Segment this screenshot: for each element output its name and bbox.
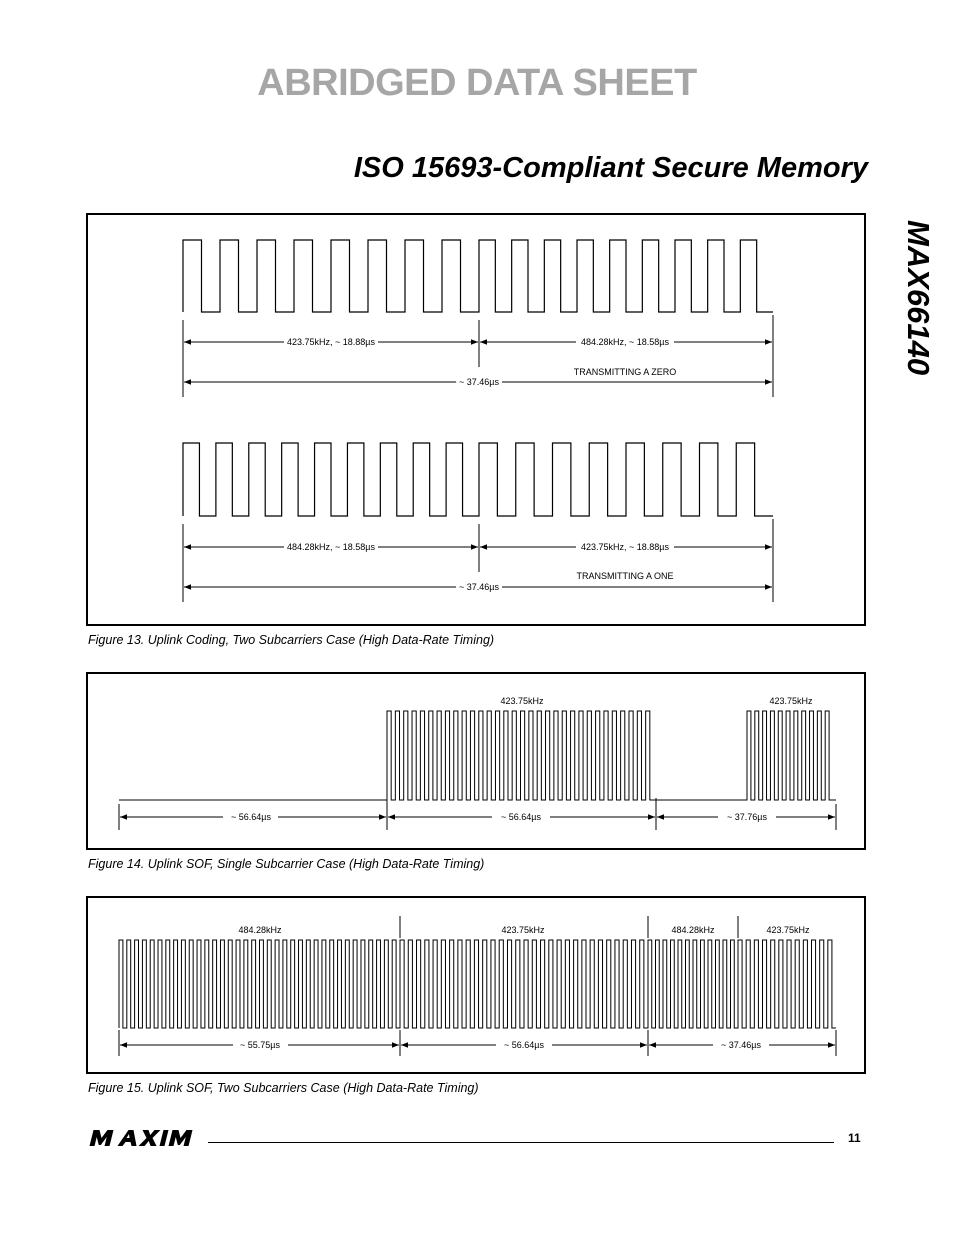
zero-seg1-label: 423.75kHz, ~ 18.88µs xyxy=(287,337,375,347)
zero-state-label: TRANSMITTING A ZERO xyxy=(573,367,677,377)
fig15-freq3-label: 484.28kHz xyxy=(671,925,715,935)
figure-14-diagram xyxy=(88,674,868,852)
waveform-two-subcarriers-sof xyxy=(119,940,836,1028)
page-number: 11 xyxy=(848,1131,861,1145)
fig14-dim2-label: ~ 56.64µs xyxy=(501,812,541,822)
fig15-dim2-label: ~ 56.64µs xyxy=(504,1040,544,1050)
fig15-freq1-label: 484.28kHz xyxy=(238,925,282,935)
figure-14-box xyxy=(86,672,866,850)
figure-13-caption: Figure 13. Uplink Coding, Two Subcarriers Case (High Data-Rate Timing) xyxy=(88,633,495,647)
part-number-text: MAX66140 xyxy=(901,220,936,376)
figure-13-diagram xyxy=(88,215,868,628)
page-title: ISO 15693-Compliant Secure Memory xyxy=(353,152,868,184)
one-total-label: ~ 37.46µs xyxy=(459,582,499,592)
fig15-dim3-label: ~ 37.46µs xyxy=(721,1040,761,1050)
figure-15-diagram xyxy=(88,898,868,1076)
fig14-dim3-label: ~ 37.76µs xyxy=(727,812,767,822)
maxim-logo xyxy=(88,1128,200,1148)
fig14-freq1-label: 423.75kHz xyxy=(500,696,544,706)
fig15-freq2-label: 423.75kHz xyxy=(501,925,545,935)
waveform-transmitting-zero xyxy=(183,240,773,312)
fig15-dim1-label: ~ 55.75µs xyxy=(240,1040,280,1050)
waveform-single-subcarrier-sof xyxy=(119,711,836,800)
part-number-vertical xyxy=(880,220,940,420)
figure-14-caption: Figure 14. Uplink SOF, Single Subcarrier Case (High Data-Rate Timing) xyxy=(88,857,485,871)
footer-rule xyxy=(208,1142,834,1143)
one-state-label: TRANSMITTING A ONE xyxy=(576,571,674,581)
zero-total-label: ~ 37.46µs xyxy=(459,377,499,387)
fig14-dim1-label: ~ 56.64µs xyxy=(231,812,271,822)
abridged-banner: ABRIDGED DATA SHEET xyxy=(257,62,697,104)
figure-15-box xyxy=(86,896,866,1074)
one-seg2-label: 423.75kHz, ~ 18.88µs xyxy=(581,542,669,552)
one-seg1-label: 484.28kHz, ~ 18.58µs xyxy=(287,542,375,552)
fig15-freq4-label: 423.75kHz xyxy=(766,925,810,935)
fig14-freq2-label: 423.75kHz xyxy=(769,696,813,706)
waveform-transmitting-one xyxy=(183,443,773,516)
zero-seg2-label: 484.28kHz, ~ 18.58µs xyxy=(581,337,669,347)
figure-15-caption: Figure 15. Uplink SOF, Two Subcarriers Case (High Data-Rate Timing) xyxy=(88,1081,479,1095)
figure-13-box xyxy=(86,213,866,626)
